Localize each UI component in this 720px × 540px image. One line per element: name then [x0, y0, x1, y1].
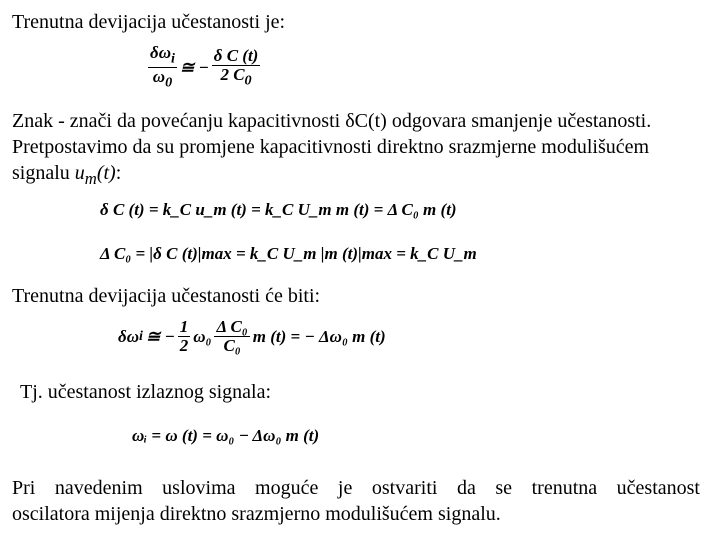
eq-text: δω	[118, 326, 140, 346]
eq-text: m (t) = − Δω₀ m (t)	[252, 326, 386, 346]
equation-frequency-deviation	[118, 318, 386, 355]
eq-text: ≅ −	[179, 57, 209, 77]
eq-text: 0	[165, 74, 173, 91]
eq-text: 2 C	[220, 64, 245, 84]
equation-capacitance-change: δ C (t) = k_C u_m (t) = k_C U_m m (t) = Δ C₀ m (t)	[100, 200, 457, 219]
paragraph-line: Pretpostavimo da su promjene kapacitivnosti direktno srazmjerne modulišućem	[12, 136, 650, 158]
text: signalu	[12, 162, 75, 184]
intro-text: Trenutna devijacija učestanosti je:	[12, 11, 286, 33]
text: u	[74, 162, 85, 184]
eq-text: ω₀	[193, 326, 212, 346]
paragraph-line: Znak - znači da povećanju kapacitivnosti δC(t) odgovara smanjenje učestanosti.	[12, 110, 652, 132]
text: :	[115, 162, 122, 184]
eq-text: 0	[244, 72, 252, 89]
eq-text: i	[139, 328, 143, 344]
equation-output-frequency: ωᵢ = ω (t) = ω₀ − Δω₀ m (t)	[132, 426, 320, 445]
fraction-half	[178, 318, 191, 355]
eq-text: ≅ −	[145, 326, 175, 346]
fraction-ratio	[214, 318, 249, 355]
eq-text: ω	[152, 67, 166, 87]
equation-delta-c0: Δ C₀ = |δ C (t)|max = k_C U_m |m (t)|max = k_C U_m	[100, 244, 477, 263]
paragraph-line: Pri navedenim uslovima moguće je ostvariti da se trenutna učestanost	[12, 477, 700, 499]
eq-text: 1	[179, 317, 189, 336]
paragraph-line	[12, 160, 121, 192]
paragraph-line: oscilatora mijenja direktno srazmjerno modulišućem signalu.	[12, 503, 501, 525]
fraction-right	[212, 47, 261, 89]
eq-text: i	[171, 50, 175, 67]
eq-text: δ C (t)	[213, 45, 259, 65]
eq-text: 2	[179, 336, 189, 355]
equation-deviation	[145, 44, 263, 92]
intro-text: Trenutna devijacija učestanosti će biti:	[12, 285, 321, 307]
eq-text: δω	[150, 43, 172, 62]
intro-text: Tj. učestanost izlaznog signala:	[20, 381, 272, 403]
fraction-left	[148, 44, 177, 92]
text: m	[84, 169, 97, 188]
text: (t)	[96, 162, 116, 184]
eq-text: C₀	[223, 336, 241, 355]
eq-text: Δ C₀	[216, 317, 248, 336]
